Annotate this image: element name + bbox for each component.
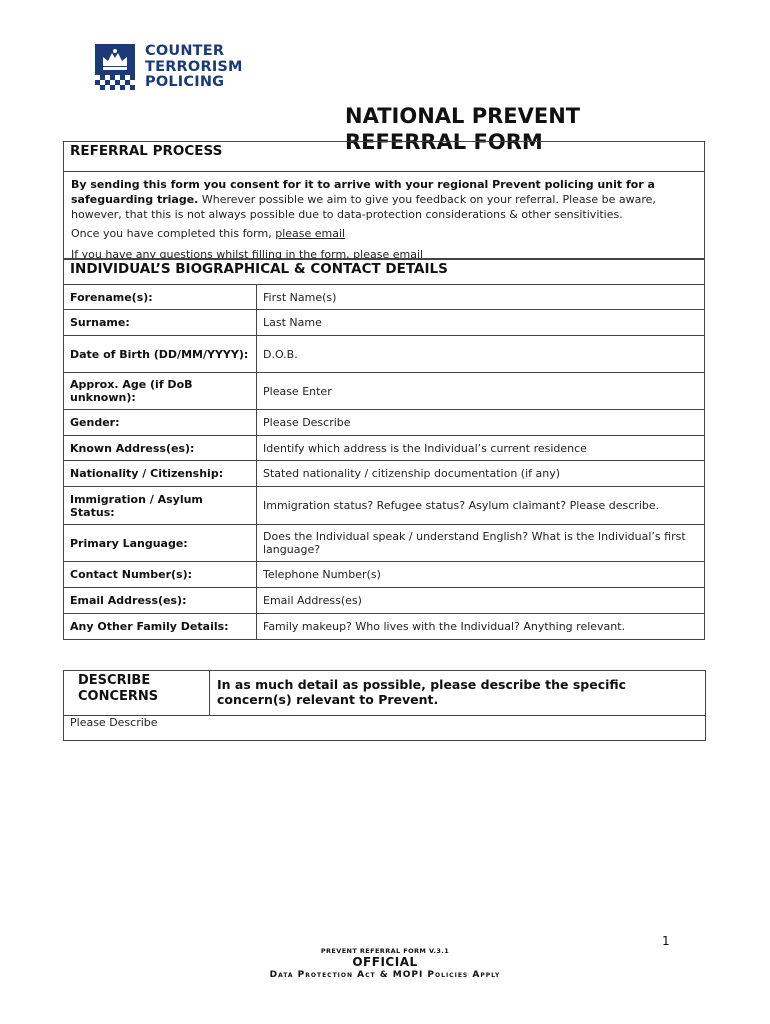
table-row <box>64 373 705 410</box>
gender-field[interactable]: Please Describe <box>257 410 705 436</box>
email-link[interactable]: please email <box>275 227 346 240</box>
table-row <box>64 588 705 614</box>
logo-line: TERRORISM <box>145 58 243 75</box>
concerns-instruction: In as much detail as possible, please describe the specific concern(s) relevant to Prevent. <box>217 677 627 707</box>
field-label: Primary Language: <box>64 525 257 562</box>
table-row <box>64 310 705 336</box>
logo-line: POLICING <box>145 74 225 90</box>
concerns-section <box>63 670 706 741</box>
section-header <box>64 142 704 172</box>
referral-process-section <box>63 141 705 259</box>
table-row <box>64 562 705 588</box>
known-address-field[interactable]: Identify which address is the Individual’s current residence <box>257 436 705 461</box>
field-label: Immigration / Asylum Status: <box>64 487 257 525</box>
field-label: Approx. Age (if DoB unknown): <box>64 373 257 410</box>
form-version: PREVENT REFERRAL FORM V.3.1 <box>320 947 450 955</box>
family-details-field[interactable]: Family makeup? Who lives with the Individual? Anything relevant. <box>257 614 705 640</box>
field-label: Forename(s): <box>64 285 257 310</box>
crown-crest-icon <box>95 44 135 90</box>
table-row <box>64 461 705 487</box>
forename-field[interactable]: First Name(s) <box>257 285 705 310</box>
counter-terrorism-policing-logo <box>95 44 265 92</box>
contact-number-field[interactable]: Telephone Number(s) <box>257 562 705 588</box>
immigration-status-field[interactable]: Immigration status? Refugee status? Asylum claimant? Please describe. <box>257 487 705 525</box>
divider <box>64 715 705 716</box>
date-of-birth-field[interactable]: D.O.B. <box>257 336 705 373</box>
email-link[interactable]: please email <box>353 248 424 261</box>
page-number: 1 <box>662 934 670 948</box>
field-label: Surname: <box>64 310 257 336</box>
completed-text: Once you have completed this form, <box>71 227 276 240</box>
email-address-field[interactable]: Email Address(es) <box>257 588 705 614</box>
nationality-field[interactable]: Stated nationality / citizenship documentation (if any) <box>257 461 705 487</box>
section-heading: INDIVIDUAL’S BIOGRAPHICAL & CONTACT DETAILS <box>70 261 448 277</box>
field-label: Contact Number(s): <box>64 562 257 588</box>
table-row <box>64 487 705 525</box>
table-row <box>64 336 705 373</box>
data-protection-notice: Data Protection Act & MOPI Policies Apply <box>269 970 501 980</box>
table-row <box>64 410 705 436</box>
concerns-text-field[interactable]: Please Describe <box>70 716 158 729</box>
surname-field[interactable]: Last Name <box>257 310 705 336</box>
classification-label: OFFICIAL <box>352 955 418 969</box>
table-row <box>64 436 705 461</box>
primary-language-field[interactable]: Does the Individual speak / understand English? What is the Individual’s first language? <box>257 525 705 562</box>
field-label: Email Address(es): <box>64 588 257 614</box>
questions-text: If you have any questions whilst filling in the form, <box>71 248 354 261</box>
table-row <box>64 285 705 310</box>
consent-bold-text: By sending this form you consent for it to arrive with your regional Prevent policing unit for a safeguarding triage. <box>71 178 655 206</box>
field-label: Known Address(es): <box>64 436 257 461</box>
section-heading: REFERRAL PROCESS <box>70 143 223 159</box>
consent-paragraph <box>71 177 698 222</box>
field-label: Gender: <box>64 410 257 436</box>
approx-age-field[interactable]: Please Enter <box>257 373 705 410</box>
consent-text: Wherever possible we aim to give you feedback on your referral. Please be aware, however, that this is not always possible due to data-protection considerations & other sensitivities. <box>71 193 656 221</box>
biographical-details-table <box>63 284 705 640</box>
biographical-section-header <box>63 259 705 284</box>
field-label: Date of Birth (DD/MM/YYYY): <box>64 336 257 373</box>
completed-paragraph <box>71 226 698 241</box>
table-row <box>64 614 705 640</box>
field-label: Any Other Family Details: <box>64 614 257 640</box>
concerns-label-text: DESCRIBE CONCERNS <box>78 673 159 704</box>
table-row <box>64 525 705 562</box>
document-title: NATIONAL PREVENT REFERRAL FORM <box>345 104 581 154</box>
logo-wordmark <box>145 44 243 91</box>
field-label: Nationality / Citizenship: <box>64 461 257 487</box>
logo-line: COUNTER <box>145 43 225 59</box>
concerns-label-cell <box>64 671 210 715</box>
